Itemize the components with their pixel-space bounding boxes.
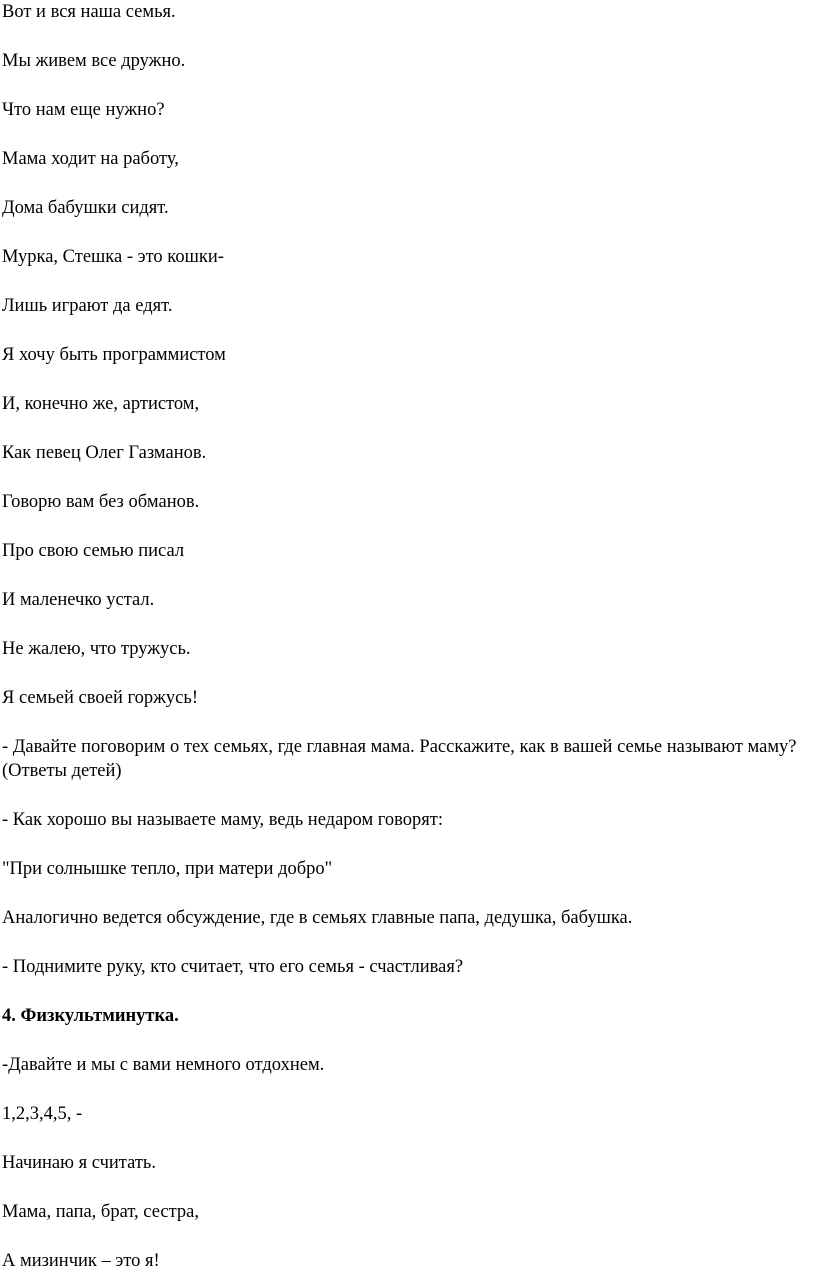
poem-line-13: И маленечко устал. xyxy=(2,590,155,610)
rhyme-line-3: Мама, папа, брат, сестра, xyxy=(2,1202,199,1222)
section-heading: 4. Физкультминутка. xyxy=(2,1006,179,1026)
poem-line-8: Я хочу быть программистом xyxy=(2,345,226,365)
poem-line-7: Лишь играют да едят. xyxy=(2,296,173,316)
discussion-paragraph: - Давайте поговорим о тех семьях, где главная мама. Расскажите, как в вашей семье называют маму?(Ответы детей) xyxy=(2,737,797,781)
poem-line-6: Мурка, Стешка - это кошки- xyxy=(2,247,224,267)
poem-line-14: Не жалею, что тружусь. xyxy=(2,639,191,659)
poem-line-5: Дома бабушки сидят. xyxy=(2,198,169,218)
poem-line-3: Что нам еще нужно? xyxy=(2,100,165,120)
poem-line-4: Мама ходит на работу, xyxy=(2,149,179,169)
poem-line-9: И, конечно же, артистом, xyxy=(2,394,200,414)
poem-line-2: Мы живем все дружно. xyxy=(2,51,186,71)
poem-line-12: Про свою семью писал xyxy=(2,541,185,561)
rhyme-line-4: А мизинчик – это я! xyxy=(2,1251,160,1271)
poem-line-10: Как певец Олег Газманов. xyxy=(2,443,207,463)
proverb: "При солнышке тепло, при матери добро" xyxy=(2,859,333,879)
question-line: - Поднимите руку, кто считает, что его семья - счастливая? xyxy=(2,957,464,977)
poem-line-11: Говорю вам без обманов. xyxy=(2,492,200,512)
poem-line-1: Вот и вся наша семья. xyxy=(2,2,176,22)
discussion-note: Аналогично ведется обсуждение, где в семьях главные папа, дедушка, бабушка. xyxy=(2,908,633,928)
poem-line-15: Я семьей своей горжусь! xyxy=(2,688,198,708)
teacher-remark: - Как хорошо вы называете маму, ведь недаром говорят: xyxy=(2,810,444,830)
rhyme-line-2: Начинаю я считать. xyxy=(2,1153,156,1173)
exercise-intro: -Давайте и мы с вами немного отдохнем. xyxy=(2,1055,325,1075)
rhyme-line-1: 1,2,3,4,5, - xyxy=(2,1104,83,1124)
